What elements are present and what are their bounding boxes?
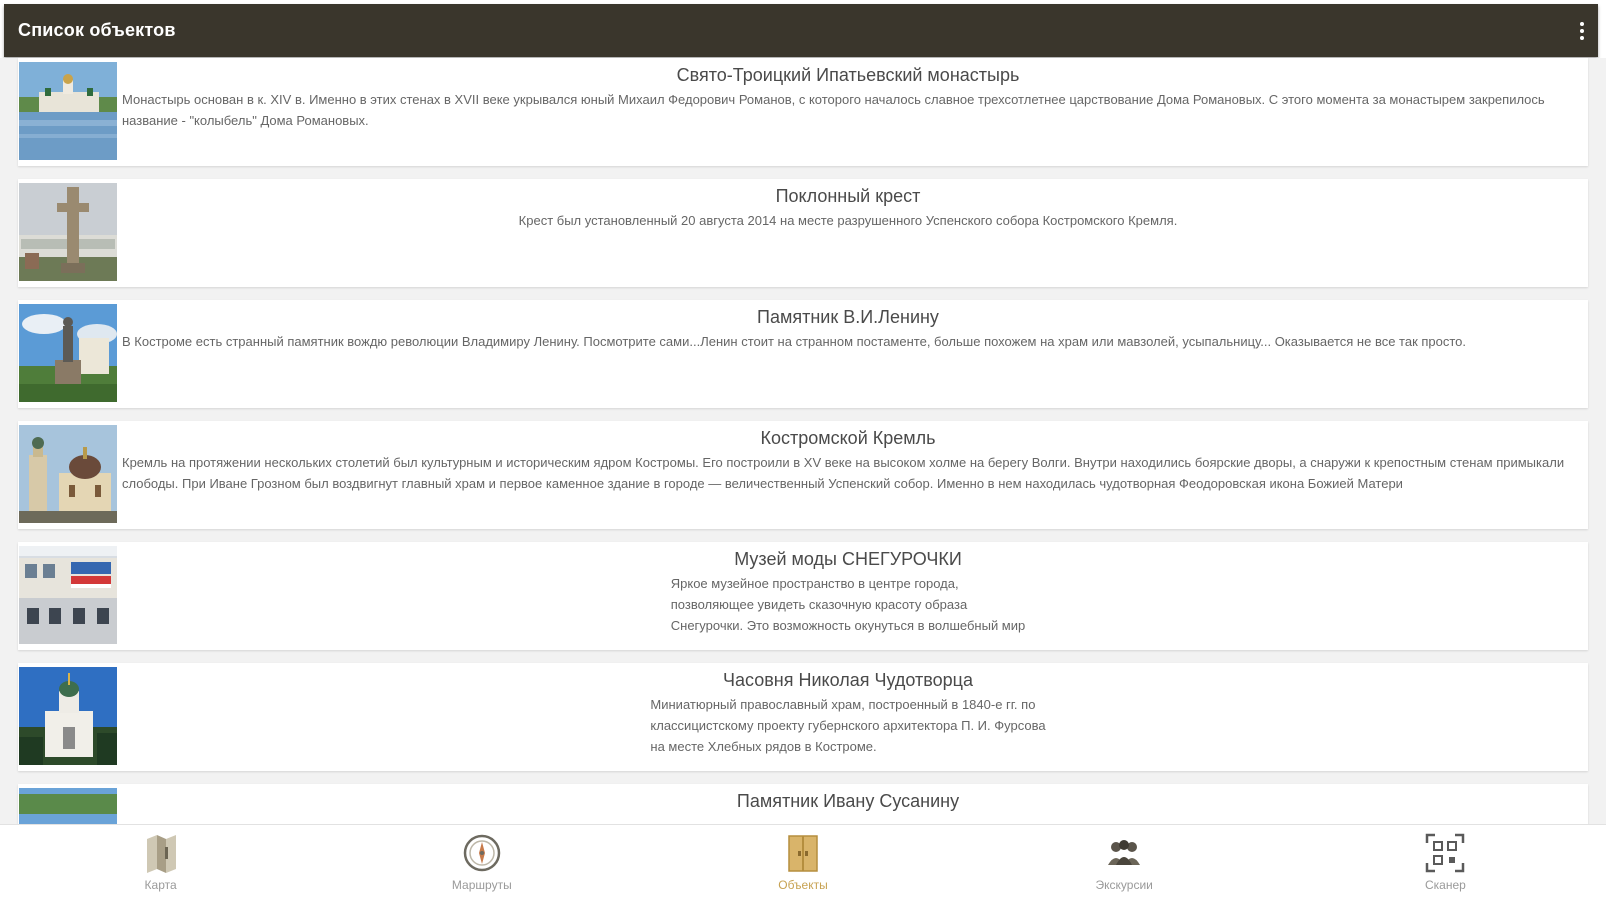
app-bar	[4, 4, 1598, 57]
chapel-photo	[19, 667, 117, 765]
object-description-line: на месте Хлебных рядов в Костроме.	[650, 739, 877, 754]
objects-list[interactable]	[0, 58, 1606, 824]
nav-label: Объекты	[778, 878, 828, 892]
list-item[interactable]	[18, 58, 1588, 166]
object-description: В Костроме есть странный памятник вождю революции Владимиру Ленину. Посмотрите сами...Ленин стоит на странном постаменте, больше похожем на храм или мавзолей, усыпальницу... Оказывается не все так просто.	[122, 334, 1467, 349]
object-title: Часовня Николая Чудотворца	[723, 670, 973, 690]
object-title: Свято-Троицкий Ипатьевский монастырь	[676, 65, 1020, 85]
object-description: Крест был установленный 20 августа 2014 на месте разрушенного Успенского собора Костромского Кремля.	[518, 213, 1178, 228]
object-title: Памятник В.И.Ленину	[757, 307, 939, 327]
page-title: Список объектов	[18, 20, 176, 40]
object-title: Памятник Ивану Сусанину	[736, 791, 960, 811]
monastery-photo	[19, 62, 117, 160]
nav-routes[interactable]	[321, 825, 642, 901]
nav-scanner[interactable]	[1285, 825, 1606, 901]
object-description	[650, 694, 1045, 757]
kremlin-photo	[19, 425, 117, 523]
object-description	[671, 573, 1026, 636]
object-description-line: Миниатюрный православный храм, построенный в 1840-е гг. по	[650, 697, 1036, 712]
object-description: Монастырь основан в к. XIV в. Именно в этих стенах в XVII веке укрывался юный Михаил Федорович Романов, с которого началось славное трехсотлетнее царствование Дома Романовых. С этого момента за монастырем закрепилось название - "колыбель" Дома Романовых.	[122, 92, 1545, 128]
list-item[interactable]	[18, 542, 1588, 650]
object-title: Поклонный крест	[775, 186, 921, 206]
more-vert-icon[interactable]	[1572, 18, 1592, 44]
object-description-line: Снегурочки. Это возможность окунуться в волшебный мир	[670, 618, 1026, 633]
objects-icon	[781, 831, 825, 875]
lenin-monument-photo	[19, 304, 117, 402]
object-description-line: позволяющее увидеть сказочную красоту образа	[670, 597, 968, 612]
list-item[interactable]	[18, 663, 1588, 771]
list-item[interactable]	[18, 784, 1588, 824]
nav-label: Сканер	[1425, 878, 1466, 892]
object-description-line: классицистскому проекту губернского архитектора П. И. Фурсова	[650, 718, 1046, 733]
nav-label: Экскурсии	[1095, 878, 1153, 892]
nav-label: Карта	[144, 878, 177, 892]
bottom-navigation	[0, 824, 1606, 901]
susanin-photo	[19, 788, 117, 824]
qr-scan-icon	[1423, 831, 1467, 875]
object-description-line: Яркое музейное пространство в центре города,	[670, 576, 959, 591]
map-icon	[139, 831, 183, 875]
museum-photo	[19, 546, 117, 644]
object-title: Музей моды СНЕГУРОЧКИ	[734, 549, 962, 569]
nav-excursions[interactable]	[964, 825, 1285, 901]
list-item[interactable]	[18, 300, 1588, 408]
nav-objects[interactable]	[642, 825, 963, 901]
object-title: Костромской Кремль	[760, 428, 936, 448]
list-item[interactable]	[18, 421, 1588, 529]
group-icon	[1102, 831, 1146, 875]
cross-photo	[19, 183, 117, 281]
nav-label: Маршруты	[451, 878, 512, 892]
compass-icon	[460, 831, 504, 875]
nav-map[interactable]	[0, 825, 321, 901]
list-item[interactable]	[18, 179, 1588, 287]
object-description: Кремль на протяжении нескольких столетий был культурным и историческим ядром Костромы. Его построили в XV веке на высоком холме на берегу Волги. Внутри находились боярские дворы, а снаружи к крепостным стенам примыкали слободы. При Иване Грозном был воздвигнут главный храм и первое каменное здание в городе — величественный Успенский собор. Именно в нем находилась чудотворная Феодоровская икона Божией Матери	[122, 455, 1565, 491]
